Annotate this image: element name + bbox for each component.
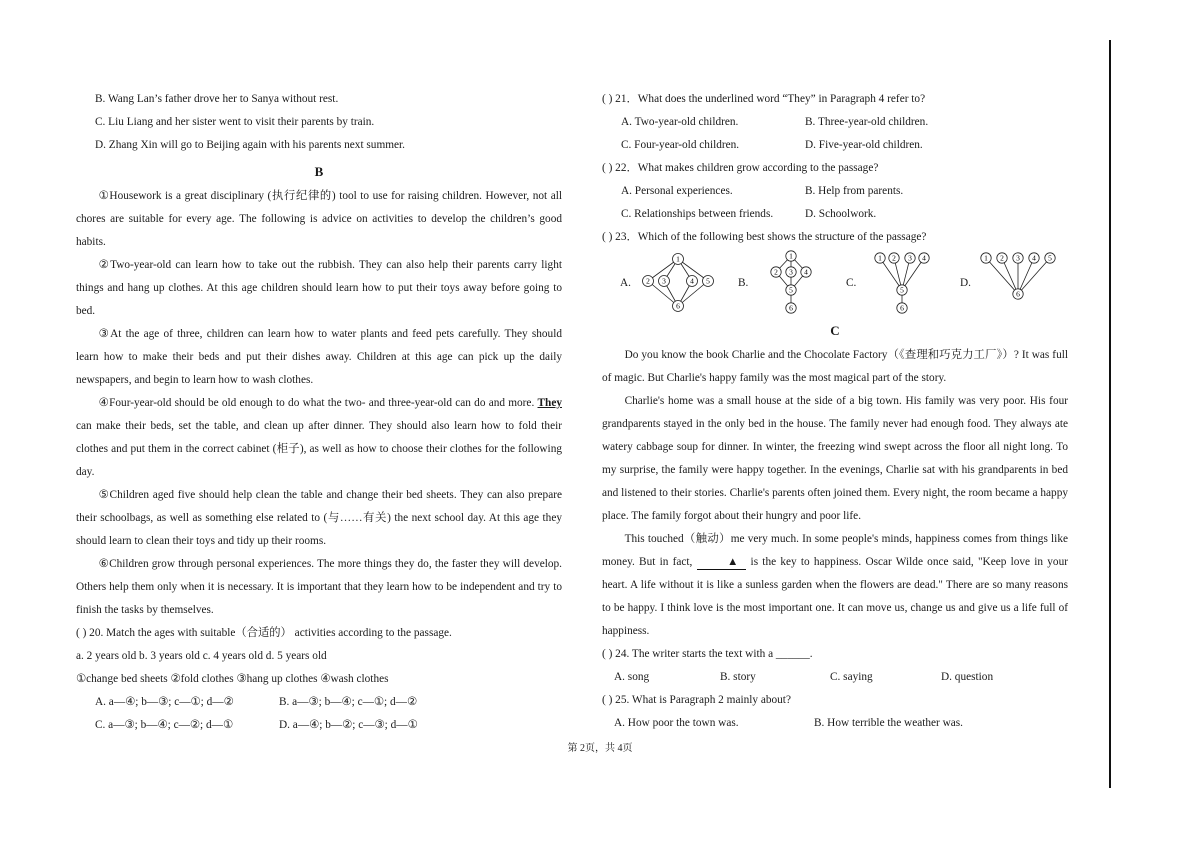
question-24: ( ) 24. The writer starts the text with a ______. [602, 648, 813, 660]
diagram-a-label: A. [620, 276, 631, 289]
node-4: 4 [922, 253, 926, 263]
q25-option-b: B. How terrible the weather was. [814, 717, 964, 729]
node-3: 3 [662, 276, 666, 286]
paragraph-5: ⑤Children aged five should help clean the table and change their bed sheets. They can also prepare their schoolbags, as well as something else related to (与……有关) the next school day. At this age they should learn to clean their toys and tidy up their rooms. [76, 489, 562, 547]
paragraph-1: ①Housework is a great disciplinary (执行纪律的) tool to use for raising children. However, not all chores are suitable for every age. The following is advice on activities to develop the children’s good habits. [76, 190, 562, 248]
underlined-word-they: They [537, 397, 562, 409]
paragraph-4-lead: ④Four-year-old should be old enough to do what the two- and three-year-old can do and more. [98, 397, 535, 409]
node-5: 5 [1048, 253, 1052, 263]
node-2: 2 [1000, 253, 1004, 263]
paragraph-2: ②Two-year-old can learn how to take out the rubbish. They can also help their parents carry light things and hang up clothes. At this age children should learn how to put their toys away before going to bed. [76, 259, 562, 317]
page-footer: 第 2页，共 4页 [567, 743, 633, 754]
node-6: 6 [900, 303, 904, 313]
question-21-options-row2 [602, 134, 1068, 157]
c-paragraph-1: Do you know the book Charlie and the Chocolate Factory（《查理和巧克力工厂》）? It was full of magic. But Charlie's happy family was the most magical part of the story. [602, 349, 1068, 384]
paragraph-4-rest: can make their beds, set the table, and clean up after dinner. They should also learn how to fold their clothes and put them in the correct cabinet (柜子), as well as how to choose their clothes for the following day. [76, 420, 562, 478]
diagram-c [862, 250, 942, 316]
node-4: 4 [690, 276, 694, 286]
diagram-d-label: D. [960, 276, 971, 289]
question-20-ages: a. 2 years old b. 3 years old c. 4 years old d. 5 years old [76, 650, 327, 662]
question-24-options [602, 666, 1068, 689]
question-22-options-row2 [602, 203, 1068, 226]
node-5: 5 [706, 276, 710, 286]
option-a: A. a—④; b—③; c—①; d—② [95, 696, 234, 708]
diagram-a [636, 250, 720, 316]
node-4: 4 [1032, 253, 1036, 263]
diagram-c-label: C. [846, 276, 857, 289]
q21-option-a: A. Two-year-old children. [621, 116, 739, 128]
question-20-options-row2 [76, 714, 562, 737]
paragraph-3: ③At the age of three, children can learn how to water plants and feed pets carefully. They should learn how to make their beds and put their dishes away. Children at this age can pick up the daily newspapers, and begin to learn how to wash clothes. [76, 328, 562, 386]
c-paragraph-3-b: is the key to happiness. Oscar Wilde once said, "Keep love in your heart. A life without it is like a sunless garden when the flowers are dead." There are so many reasons to be happy. I think love is the most important one. It can move us, change us and give us a life full of happiness. [602, 556, 1068, 637]
question-20-options-row1 [76, 691, 562, 714]
left-column [76, 88, 562, 737]
question-20-activities: ①change bed sheets ②fold clothes ③hang up clothes ④wash clothes [76, 673, 389, 685]
c-paragraph-3 [602, 528, 1068, 643]
question-25-options [602, 712, 1068, 735]
section-c-heading: C [830, 323, 840, 338]
node-2: 2 [774, 267, 778, 277]
question-20: ( ) 20. Match the ages with suitable（合适的） activities according to the passage. [76, 627, 452, 639]
blank-marker: ▲ [697, 556, 747, 570]
node-1: 1 [984, 253, 988, 263]
node-3: 3 [789, 267, 793, 277]
question-25: ( ) 25. What is Paragraph 2 mainly about? [602, 694, 791, 706]
q24-option-c: C. saying [830, 671, 873, 683]
question-21-text: ( ) 21．What does the underlined word “They” in Paragraph 4 refer to? [602, 93, 926, 105]
option-c: C. a—③; b—④; c—②; d—① [95, 719, 234, 731]
section-b-heading: B [314, 164, 324, 179]
node-5: 5 [789, 285, 793, 295]
prev-option-c: C. Liu Liang and her sister went to visit their parents by train. [95, 116, 375, 128]
node-4: 4 [804, 267, 808, 277]
node-6: 6 [789, 303, 793, 313]
q21-option-d: D. Five-year-old children. [805, 139, 923, 151]
node-6: 6 [1016, 289, 1020, 299]
question-22-options-row1 [602, 180, 1068, 203]
right-column [602, 88, 1068, 735]
c-paragraph-2: Charlie's home was a small house at the side of a big town. His family was very poor. His four grandparents stayed in the only bed in the house. The family never had enough food. They always ate watery cabbage soup for dinner. In winter, the freezing wind swept across the floor all night long. To my surprise, the family were happy together. In the evenings, Charlie sat with his grandparents in bed and listened to their stories. Charlie's parents often joined them. Every night, the room became a happy place. The family forgot about their hungry and poor life. [602, 395, 1068, 522]
q22-option-c: C. Relationships between friends. [621, 208, 774, 220]
diagram-b-label: B. [738, 276, 749, 289]
prev-option-d: D. Zhang Xin will go to Beijing again with his parents next summer. [95, 139, 405, 151]
question-23: ( ) 23．Which of the following best shows the structure of the passage? [602, 231, 927, 243]
q22-option-b: B. Help from parents. [805, 185, 904, 197]
paragraph-4 [76, 392, 562, 484]
prev-option-b: B. Wang Lan’s father drove her to Sanya without rest. [95, 93, 339, 105]
question-21 [602, 88, 1068, 111]
margin-binding-line [1109, 40, 1111, 788]
q22-option-a: A. Personal experiences. [621, 185, 733, 197]
q21-option-c: C. Four-year-old children. [621, 139, 740, 151]
q24-option-a: A. song [614, 671, 650, 683]
structure-diagrams [602, 249, 1068, 317]
question-22: ( ) 22．What makes children grow according to the passage? [602, 162, 879, 174]
node-1: 1 [789, 251, 793, 261]
node-1: 1 [878, 253, 882, 263]
node-5: 5 [900, 285, 904, 295]
diagram-b [754, 250, 828, 316]
option-b: B. a—③; b—④; c—①; d—② [279, 696, 418, 708]
q24-option-d: D. question [941, 671, 994, 683]
node-6: 6 [676, 301, 680, 311]
q22-option-d: D. Schoolwork. [805, 208, 877, 220]
option-d: D. a—④; b—②; c—③; d—① [279, 719, 418, 731]
q25-option-a: A. How poor the town was. [614, 717, 739, 729]
node-3: 3 [1016, 253, 1020, 263]
c-paragraph-3-a: This touched（触动）me very much. In some people's minds, happiness comes from things like money. But in fact, [602, 533, 1068, 568]
node-1: 1 [676, 254, 680, 264]
node-3: 3 [908, 253, 912, 263]
paragraph-6: ⑥Children grow through personal experiences. The more things they do, the faster they will develop. Others help them only when it is necessary. It is important that they learn how to be independent and try to finish the tasks by themselves. [76, 558, 562, 616]
q21-option-b: B. Three-year-old children. [805, 116, 929, 128]
q24-option-b: B. story [720, 671, 756, 683]
question-21-options-row1 [602, 111, 1068, 134]
diagram-d [976, 250, 1060, 316]
node-2: 2 [892, 253, 896, 263]
node-2: 2 [646, 276, 650, 286]
